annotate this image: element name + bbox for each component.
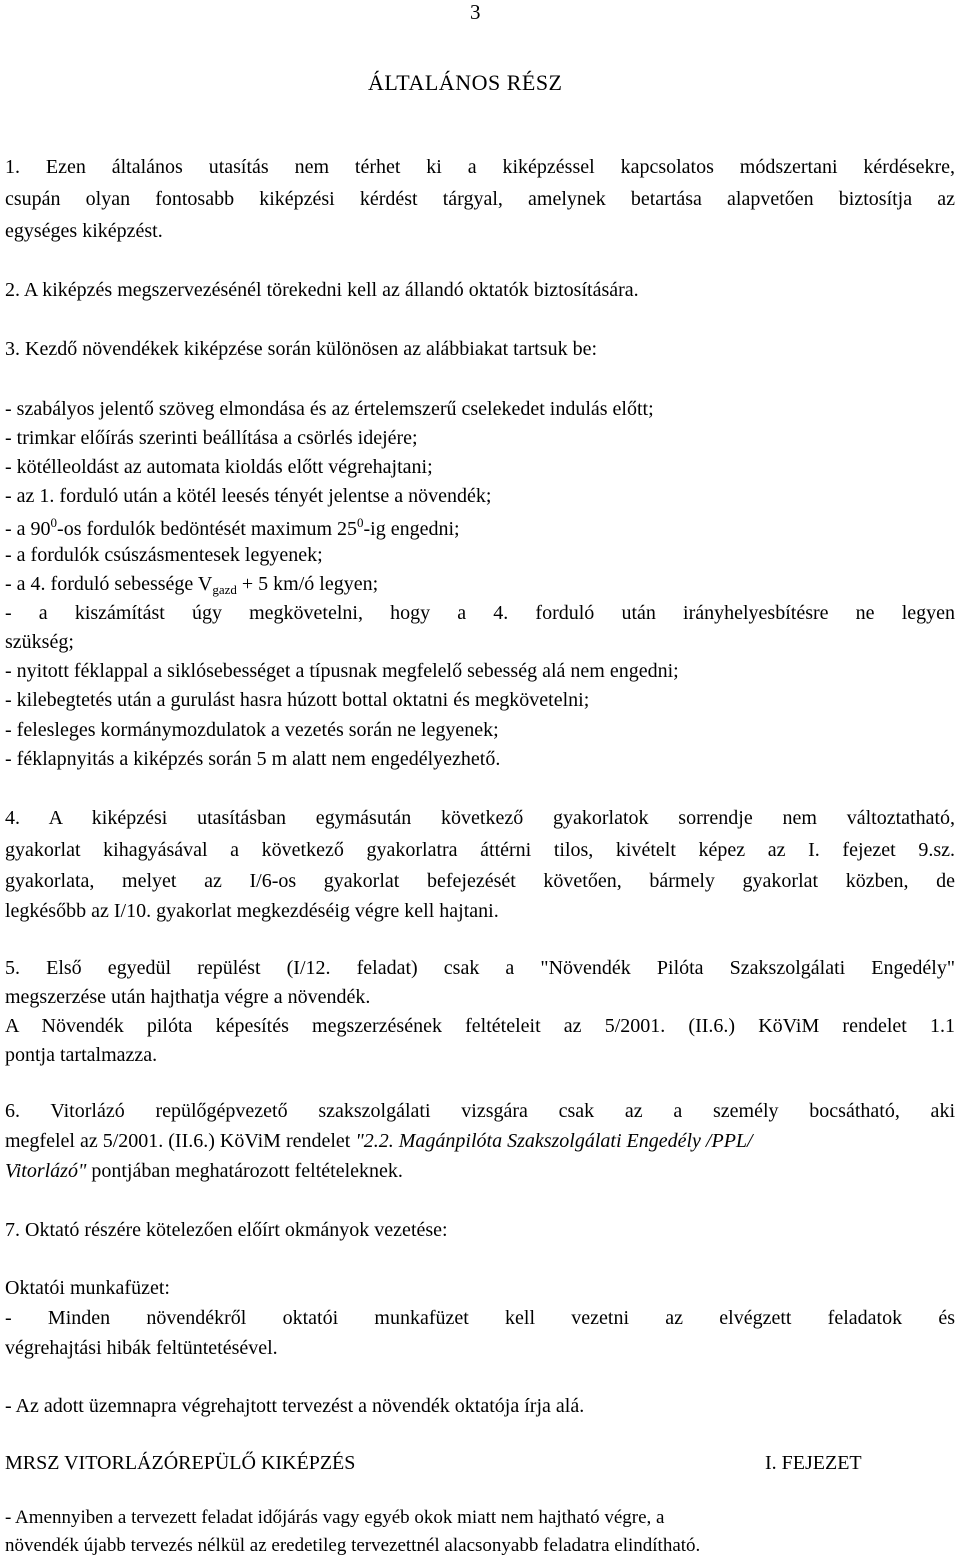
workbook-line-1: - Minden növendékről oktatói munkafüzet kell vezetni az elvégzett feladatok és xyxy=(5,1307,955,1329)
workbook-line-3: - Az adott üzemnapra végrehajtott tervezést a növendék oktatója írja alá. xyxy=(5,1395,585,1417)
paragraph-5-line-3: A Növendék pilóta képesítés megszerzésének feltételeit az 5/2001. (II.6.) KöViM rendelet 1.1 xyxy=(5,1015,955,1037)
paragraph-3: 3. Kezdő növendékek kiképzése során különösen az alábbiakat tartsuk be: xyxy=(5,338,598,360)
list-item-text: - a 4. forduló sebessége V xyxy=(5,573,213,595)
workbook-line-2: végrehajtási hibák feltüntetésével. xyxy=(5,1337,278,1359)
paragraph-4-line-4: legkésőbb az I/10. gyakorlat megkezdéséig végre kell hajtani. xyxy=(5,900,499,922)
paragraph-6-italic-reference: Vitorlázó" xyxy=(5,1160,87,1182)
list-item: - a fordulók csúszásmentesek legyenek; xyxy=(5,544,323,566)
paragraph-5-line-4: pontja tartalmazza. xyxy=(5,1044,158,1066)
list-item-text: - a 90 xyxy=(5,518,51,540)
paragraph-7: 7. Oktató részére kötelezően előírt okmányok vezetése: xyxy=(5,1219,448,1241)
degree-superscript: 0 xyxy=(50,515,58,530)
paragraph-4-line-3: gyakorlata, melyet az I/6-os gyakorlat befejezését követően, bármely gyakorlat közben, de xyxy=(5,870,955,892)
paragraph-4-line-1: 4. A kiképzési utasításban egymásután következő gyakorlatok sorrendje nem változtatható, xyxy=(5,807,955,829)
paragraph-4-line-2: gyakorlat kihagyásával a következő gyakorlatra áttérni tilos, kivételt képez az I. fejezet 9.sz. xyxy=(5,839,955,861)
list-item-continuation: szükség; xyxy=(5,631,74,653)
paragraph-6-line-1: 6. Vitorlázó repülőgépvezető szakszolgálati vizsgára csak az a személy bocsátható, aki xyxy=(5,1100,955,1122)
speed-subscript: gazd xyxy=(212,582,237,597)
list-item-text: -os fordulók bedöntését maximum 25 xyxy=(57,518,357,540)
list-item: - kilebegtetés után a gurulást hasra húzott bottal oktatni és megkövetelni; xyxy=(5,689,590,711)
paragraph-1-line-1: 1. Ezen általános utasítás nem térhet ki a kiképzéssel kapcsolatos módszertani kérdésekre, xyxy=(5,156,955,178)
paragraph-6-italic-reference: "2.2. Magánpilóta Szakszolgálati Engedély /PPL/ xyxy=(355,1130,753,1152)
section-heading: ÁLTALÁNOS RÉSZ xyxy=(368,70,563,95)
list-item: - trimkar előírás szerinti beállítása a csörlés idejére; xyxy=(5,427,418,449)
list-item xyxy=(5,574,378,596)
paragraph-5-line-1: 5. Első egyedül repülést (I/12. feladat) csak a "Növendék Pilóta Szakszolgálati Engedély" xyxy=(5,957,955,979)
footer-left: MRSZ VITORLÁZÓREPÜLŐ KIKÉPZÉS xyxy=(5,1452,356,1474)
list-item: - szabályos jelentő szöveg elmondása és az értelemszerű cselekedet indulás előtt; xyxy=(5,398,654,420)
list-item xyxy=(5,516,460,539)
list-item: - felesleges kormánymozdulatok a vezetés során ne legyenek; xyxy=(5,719,499,741)
list-item: - kötélleoldást az automata kioldás előtt végrehajtani; xyxy=(5,456,433,478)
list-item: - féklapnyitás a kiképzés során 5 m alatt nem engedélyezhető. xyxy=(5,748,501,770)
paragraph-6-text: pontjában meghatározott feltételeknek. xyxy=(86,1160,403,1182)
paragraph-2: 2. A kiképzés megszervezésénél törekedni kell az állandó oktatók biztosítására. xyxy=(5,279,639,301)
list-item: - a kiszámítást úgy megkövetelni, hogy a 4. forduló után irányhelyesbítésre ne legyen xyxy=(5,602,955,624)
workbook-title: Oktatói munkafüzet: xyxy=(5,1277,170,1299)
paragraph-5-line-2: megszerzése után hajthatja végre a növendék. xyxy=(5,986,371,1008)
list-item: - nyitott féklappal a siklósebességet a típusnak megfelelő sebesség alá nem engedni; xyxy=(5,660,679,682)
list-item-text: -ig engedni; xyxy=(363,518,460,540)
footer-right: I. FEJEZET xyxy=(765,1452,862,1474)
paragraph-6-line-2 xyxy=(5,1131,753,1151)
bottom-line-1: - Amennyiben a tervezett feladat időjárás vagy egyéb okok miatt nem hajtható végre, a xyxy=(5,1507,665,1528)
page-number: 3 xyxy=(470,0,481,24)
degree-superscript: 0 xyxy=(357,515,364,530)
paragraph-6-text: megfelel az 5/2001. (II.6.) KöViM rendelet xyxy=(5,1130,356,1152)
paragraph-6-line-3 xyxy=(5,1161,403,1181)
list-item: - az 1. forduló után a kötél leesés tényét jelentse a növendék; xyxy=(5,485,492,507)
bottom-line-2: növendék újabb tervezés nélkül az eredetileg tervezettnél alacsonyabb feladatra elindítható. xyxy=(5,1535,701,1556)
paragraph-1-line-3: egységes kiképzést. xyxy=(5,220,163,242)
list-item-text: + 5 km/ó legyen; xyxy=(236,573,379,595)
paragraph-1-line-2: csupán olyan fontosabb kiképzési kérdést tárgyal, amelynek betartása alapvetően biztosítja az xyxy=(5,188,955,210)
